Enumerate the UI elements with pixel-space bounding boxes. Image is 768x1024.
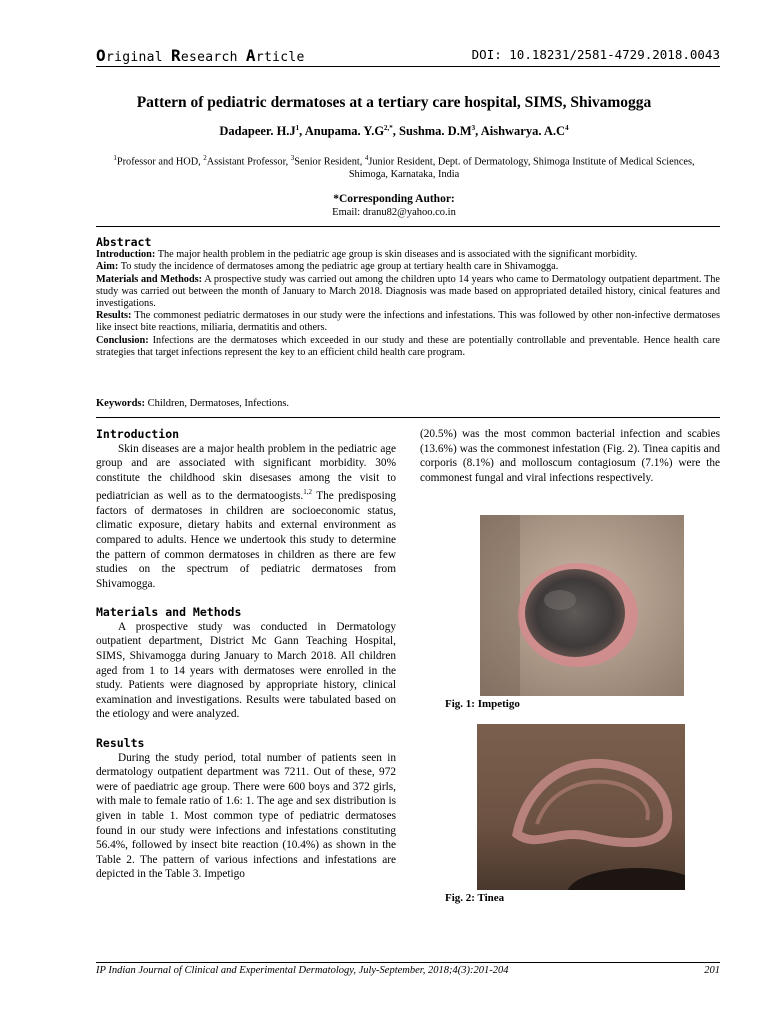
- body-right-column: [420, 427, 720, 485]
- keywords: Keywords: Children, Dermatoses, Infections.: [96, 398, 290, 409]
- abstract-introduction: Introduction: The major health problem in the pediatric age group is skin diseases and is associated with the significant morbidity.: [96, 249, 638, 261]
- journal-citation: IP Indian Journal of Clinical and Experimental Dermatology, July-September, 2018;4(3):201-204: [96, 965, 509, 976]
- abstract-aim: Aim: To study the incidence of dermatoses among the pediatric age group at tertiary health care in Shivamogga.: [96, 261, 559, 273]
- abstract-heading: Abstract: [96, 235, 152, 249]
- corresponding-email[interactable]: Email: dranu82@yahoo.co.in: [332, 207, 456, 218]
- figure-1-caption: Fig. 1: Impetigo: [445, 698, 520, 710]
- affiliation: $^1$Professor and HOD, $^2$Assistant Professor, $^3$Senior Resident, $^4$Junior Resident, Dept. of Dermatology, Shimoga Institute of Medical Sciences, Shimoga, Karnataka, India: [113, 154, 695, 181]
- author-name: Sushma. D.M: [399, 124, 472, 139]
- doi: DOI: 10.18231/2581-4729.2018.0043: [471, 47, 720, 62]
- paper-title: Pattern of pediatric dermatoses at a tertiary care hospital, SIMS, Shivamogga: [136, 94, 652, 111]
- abstract-methods: Materials and Methods: A prospective study was carried out among the children upto 14 years who came to Dermatology outpatient department. The study was carried out between the month of January to March 2018. Diagnosis was made based on appropriated detailed history, cinical features and investigations.: [96, 273, 720, 310]
- footer-divider: [96, 962, 720, 963]
- article-type: Original Research Article: [96, 46, 305, 65]
- author-name: Dadapeer. H.J: [219, 124, 296, 139]
- methods-text: A prospective study was conducted in Dermatology outpatient department, District Mc Gann Teaching Hospital, SIMS, Shivamogga during January to March 2018. All children aged from 1 to 14 years with dermatoses were enrolled in the study. Patients were diagnosed by appropriate history, clinical examination and investigations. Results were tabulated based on the etiology and were analyzed.: [96, 620, 396, 721]
- abstract-conclusion: Conclusion: Infections are the dermatoses which exceeded in our study and these are potentially controllable and preventable. Hence health care strategies that target infections represent the key to an efficient child health care program.: [96, 334, 720, 358]
- author-name: Aishwarya. A.C: [480, 124, 566, 139]
- abstract-divider-bottom: [96, 417, 720, 418]
- figure-tinea-photo: [477, 724, 685, 890]
- abstract-results: Results: The commonest pediatric dermatoses in our study were the infections and infestations. This was followed by other non-infective dermatoses like insect bite reactions, miliaria, dermatitis and others.: [96, 310, 720, 334]
- abstract-divider-top: [96, 226, 720, 227]
- page-number: 201: [704, 965, 720, 976]
- figure-2-caption: Fig. 2: Tinea: [445, 892, 505, 904]
- author-name: Anupama. Y.G: [304, 124, 385, 139]
- figure-impetigo-photo: [480, 515, 684, 696]
- introduction-text: Skin diseases are a major health problem in the pediatric age group and are associated with significant morbidity. 30% constitute the childhood skin disesases among the visit to pediatrician as well as to the dermatoogists.$^{1,2}$ The predisposing factors of dermatoses in children are socioeconomic status, climatic exposure, dietary habits and external environment as compared to adults. Hence we undertook this study to determine the pattern of common dermatoses in children as there are few studies on the spectrum of pediatric dermatoses from Shivamogga.: [96, 442, 397, 590]
- section-heading-methods: Materials and Methods: [96, 605, 242, 620]
- section-heading-introduction: Introduction: [96, 427, 180, 441]
- body-left-column: [96, 427, 396, 896]
- header-divider: [96, 66, 720, 67]
- author-list: Dadapeer. $H.J^1$, Anupama. $Y.G^{2,*}$, Sushma. $D.M^3$, Aishwarya. $A.C^4$: [219, 124, 569, 139]
- section-heading-results: Results: [96, 736, 145, 751]
- results-text-continued: (20.5%) was the most common bacterial infection and scabies (13.6%) was the commonest infestation (Fig. 2). Tinea capitis and corporis (8.1%) and molloscum contagiosum (7.1%) were the commonest fungal and viral infections respectively.: [420, 428, 720, 484]
- corresponding-author-label: *Corresponding Author:: [333, 193, 455, 205]
- abstract: [96, 236, 720, 359]
- results-text: During the study period, total number of patients seen in dermatology outpatient department was 7211. Out of these, 972 were of paediatric age group. There were 600 boys and 372 girls, with male to female ratio of 1.6: 1. The age and sex distribution is given in table 1. Most common type of pediatric dermatoses found in our study were infections and infestations constituting 56.4%, followed by insect bite reaction (10.4%) as shown in the Table 2. The pattern of various infections and infestations are depicted in the Table 3. Impetigo: [96, 751, 396, 881]
